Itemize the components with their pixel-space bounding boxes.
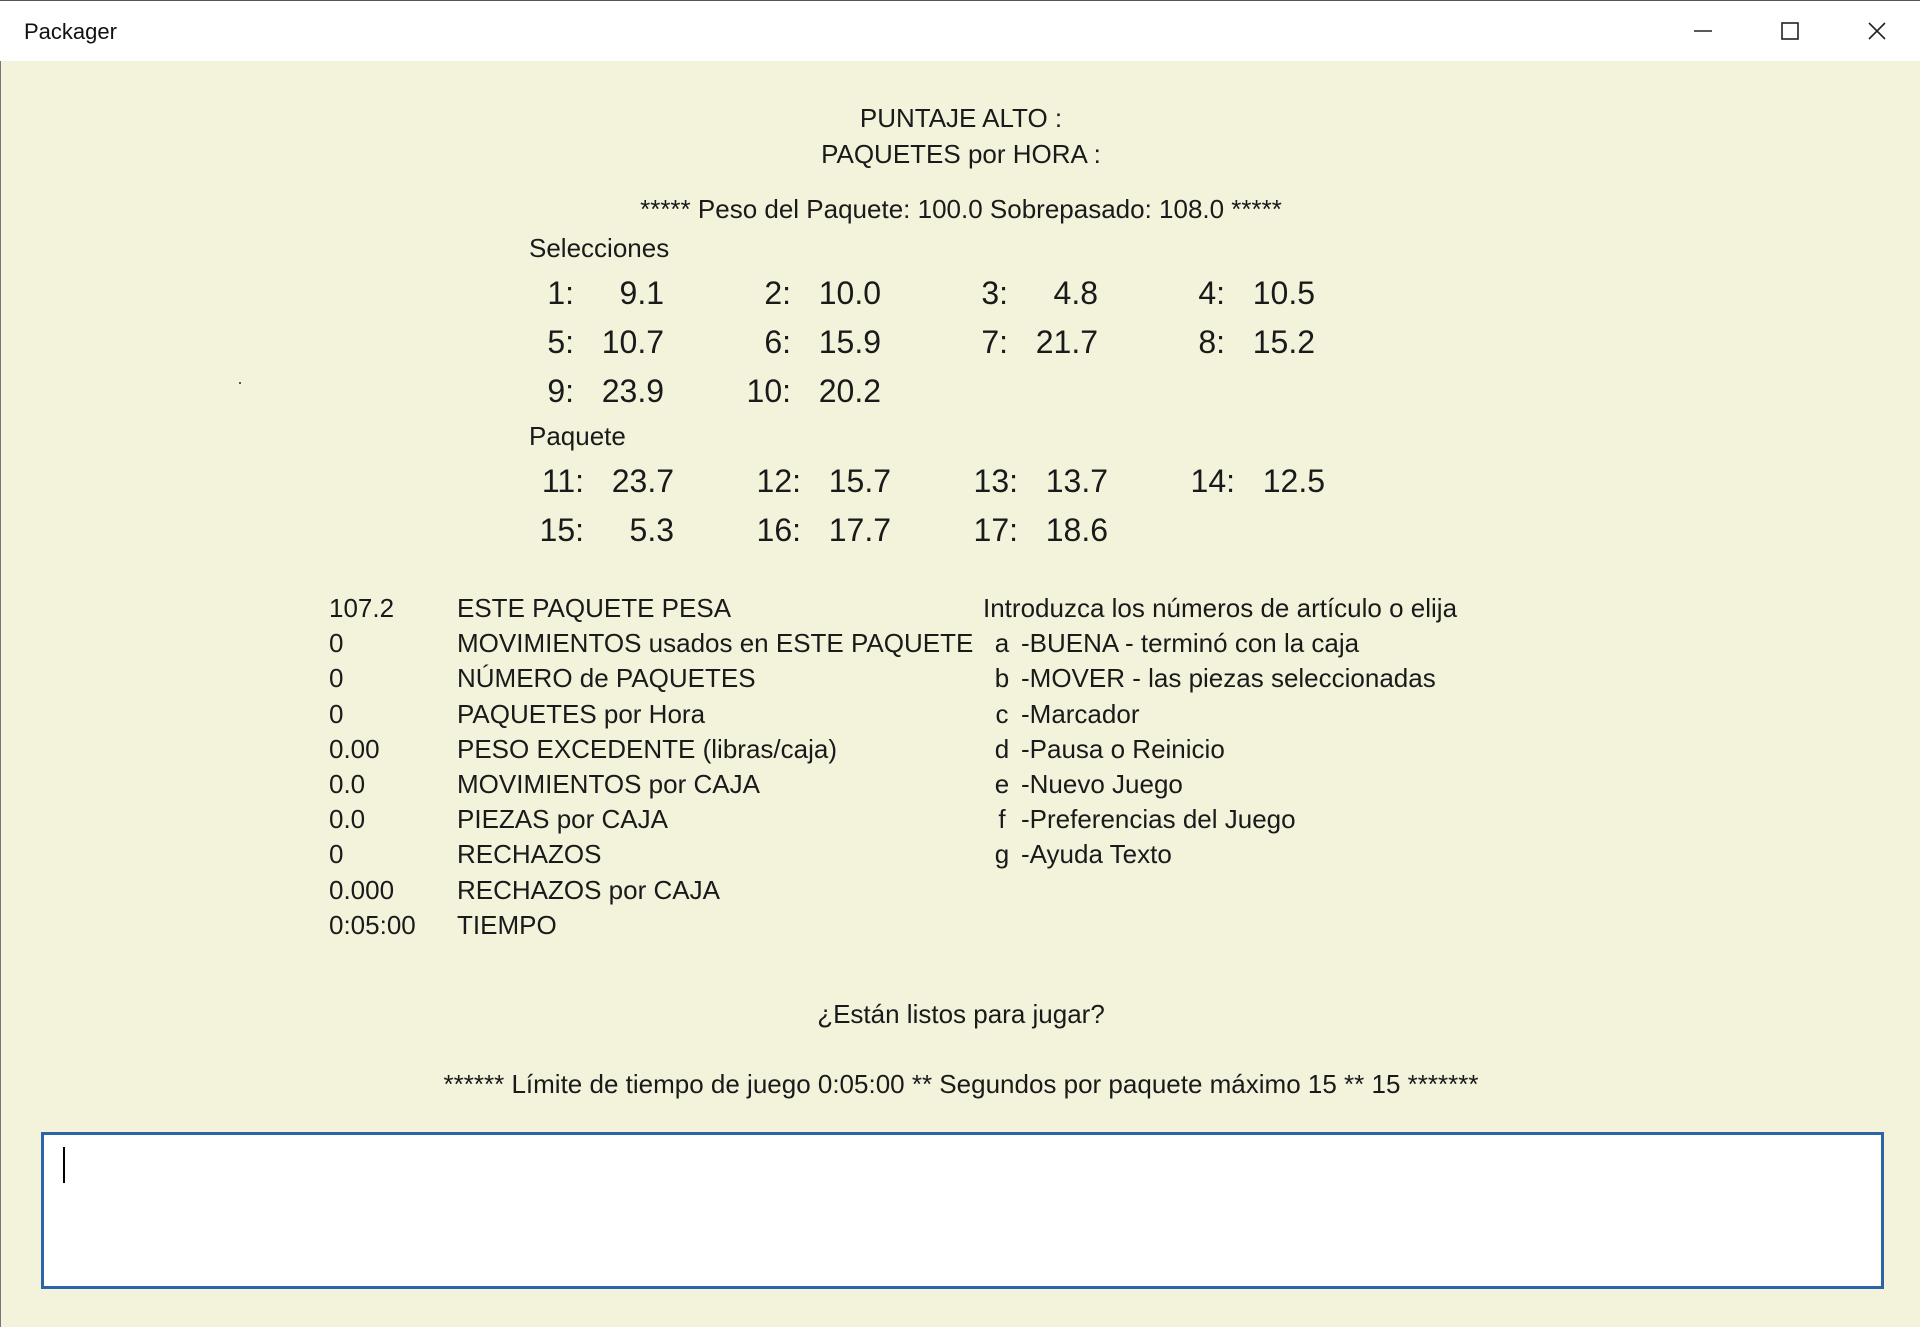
stats-panel (329, 593, 973, 945)
ready-prompt: ¿Están listos para jugar? (817, 999, 1105, 1029)
close-icon (1866, 20, 1888, 42)
package-item: 14: 12.5 (1190, 463, 1325, 499)
text-caret (63, 1147, 65, 1183)
stat-value: 0 (329, 698, 344, 729)
stat-label: NÚMERO de PAQUETES (457, 663, 756, 694)
stat-label: ESTE PAQUETE PESA (457, 593, 732, 623)
packages-per-hour-label: PAQUETES por HORA : (821, 139, 1101, 169)
menu-option-pausa (983, 734, 1457, 769)
menu-option-buena (983, 628, 1457, 663)
stat-value: 0 (329, 663, 344, 694)
selection-item: 10: 20.2 (746, 373, 881, 409)
package-item: 16: 17.7 (756, 512, 891, 548)
selection-item: 5: 10.7 (547, 324, 664, 360)
menu-text: -Preferencias del Juego (1021, 804, 1296, 835)
package-item: 15: 5.3 (539, 512, 674, 548)
stat-label: TIEMPO (457, 909, 557, 940)
menu-key: f (998, 804, 1006, 835)
stat-value: 0.00 (329, 733, 380, 764)
stat-row (329, 628, 973, 663)
menu-text: -Nuevo Juego (1021, 768, 1183, 799)
stat-value: 107.2 (329, 593, 395, 623)
stat-row (329, 769, 973, 804)
time-limit-info: ****** Límite de tiempo de juego 0:05:00 ** Segundos por paquete máximo 15 ** 15 ******* (443, 1069, 1479, 1099)
menu-option-mover (983, 663, 1457, 698)
menu-text: -Marcador (1021, 698, 1140, 729)
menu-text: -BUENA - terminó con la caja (1021, 628, 1360, 659)
stat-row (329, 839, 973, 874)
package-item: 12: 15.7 (756, 463, 891, 499)
stat-label: PESO EXCEDENTE (libras/caja) (457, 733, 837, 764)
menu-key: e (994, 768, 1010, 799)
menu-option-preferencias (983, 804, 1457, 839)
window-title: Packager (24, 19, 117, 44)
menu-option-nuevo-juego (983, 769, 1457, 804)
menu-instructions: Introduzca los números de artículo o elija (983, 593, 1458, 623)
game-area (0, 61, 1920, 1327)
menu-key: g (994, 839, 1010, 870)
stat-row (329, 804, 973, 839)
stat-value: 0.0 (329, 768, 366, 799)
minimize-icon (1692, 20, 1714, 42)
stat-value: 0 (329, 628, 344, 659)
selection-item: 4: 10.5 (1198, 275, 1315, 311)
stat-value: 0:05:00 (329, 909, 416, 940)
command-input[interactable] (41, 1132, 1884, 1289)
close-button[interactable] (1834, 1, 1920, 61)
selection-item: 8: 15.2 (1198, 324, 1315, 360)
selection-item: 2: 10.0 (764, 275, 881, 311)
selections-label: Selecciones (529, 233, 670, 263)
maximize-button[interactable] (1747, 1, 1833, 61)
stray-dot (239, 382, 241, 384)
stat-row (329, 875, 973, 910)
minimize-button[interactable] (1660, 1, 1746, 61)
package-item: 11: 23.7 (541, 463, 674, 499)
stat-label: RECHAZOS (457, 839, 602, 870)
package-weight-info: ***** Peso del Paquete: 100.0 Sobrepasado: 108.0 ***** (640, 194, 1282, 224)
stat-value: 0.0 (329, 804, 366, 835)
stat-label: RECHAZOS por CAJA (457, 874, 720, 905)
command-menu (983, 593, 1457, 875)
stat-value: 0 (329, 839, 344, 870)
selection-item: 7: 21.7 (981, 324, 1098, 360)
selection-item: 3: 4.8 (981, 275, 1098, 311)
menu-key: c (995, 698, 1009, 729)
maximize-icon (1779, 20, 1801, 42)
package-item: 17: 18.6 (973, 512, 1108, 548)
menu-option-marcador (983, 699, 1457, 734)
selection-item: 9: 23.9 (547, 373, 664, 409)
menu-key: d (994, 733, 1010, 764)
stat-row (329, 734, 973, 769)
high-score-label: PUNTAJE ALTO : (859, 103, 1063, 133)
package-item: 13: 13.7 (973, 463, 1108, 499)
package-label: Paquete (529, 421, 626, 451)
stat-label: MOVIMIENTOS usados en ESTE PAQUETE (457, 628, 974, 659)
menu-text: -Ayuda Texto (1021, 839, 1172, 870)
stat-label: MOVIMIENTOS por CAJA (457, 768, 760, 799)
selection-item: 1: 9.1 (547, 275, 664, 311)
selection-item: 6: 15.9 (764, 324, 881, 360)
stat-label: PIEZAS por CAJA (457, 804, 668, 835)
stat-row (329, 663, 973, 698)
stat-row (329, 593, 973, 628)
stat-row (329, 699, 973, 734)
menu-option-ayuda (983, 839, 1457, 874)
title-bar (0, 0, 1920, 61)
stat-label: PAQUETES por Hora (457, 698, 706, 729)
menu-key: a (994, 628, 1010, 659)
menu-text: -MOVER - las piezas seleccionadas (1021, 663, 1436, 694)
menu-text: -Pausa o Reinicio (1021, 733, 1225, 764)
stat-value: 0.000 (329, 874, 395, 905)
menu-key: b (994, 663, 1010, 694)
stat-row (329, 910, 973, 945)
